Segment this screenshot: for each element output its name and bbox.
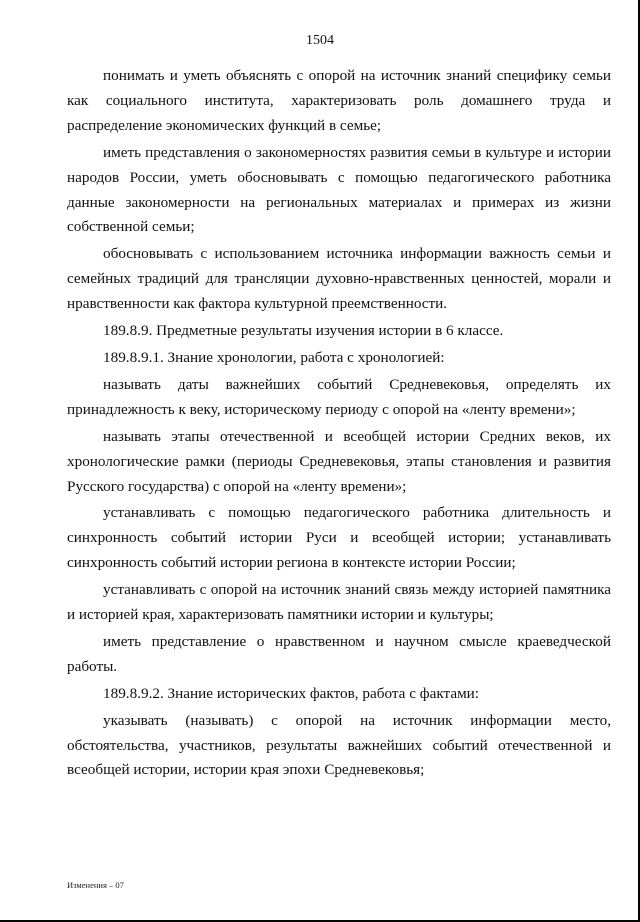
paragraph-monuments: устанавливать с опорой на источник знаний связь между историей памятника и историей края, характеризовать памятники истории и культуры; xyxy=(67,581,611,624)
paragraph-family-patterns: иметь представления о закономерностях развития семьи в культуре и истории народов России, уметь обосновывать с помощью педагогического работника данные закономерности на региональных материалах и примерах из жизни собственной семьи; xyxy=(67,143,611,236)
subsection-heading-189-8-9-2: 189.8.9.2. Знание исторических фактов, работа с фактами: xyxy=(103,684,480,702)
paragraph-name-dates: называть даты важнейших событий Средневековья, определять их принадлежность к веку, историческому периоду с опорой на «ленту времени»; xyxy=(67,375,611,418)
paragraph-family-traditions: обосновывать с использованием источника информации важность семьи и семейных традиций для трансляции духовно-нравственных ценностей, морали и нравственности как фактора культурной преемственности. xyxy=(67,245,611,313)
paragraph-local-history: иметь представление о нравственном и научном смысле краеведческой работы. xyxy=(67,632,611,675)
subsection-heading-189-8-9-1: 189.8.9.1. Знание хронологии, работа с хронологией: xyxy=(103,348,445,366)
section-heading-189-8-9: 189.8.9. Предметные результаты изучения истории в 6 классе. xyxy=(103,322,504,340)
paragraph-historical-facts: указывать (называть) с опорой на источник информации место, обстоятельства, участников, результаты важнейших событий отечественной и всеобщей истории, истории края эпохи Средневековья; xyxy=(67,711,611,779)
paragraph-family-institution: понимать и уметь объяснять с опорой на источник знаний специфику семьи как социального института, характеризовать роль домашнего труда и распределение экономических функций в семье; xyxy=(67,67,611,134)
page-number: 1504 xyxy=(306,33,334,48)
paragraph-synchronicity: устанавливать с помощью педагогического работника длительность и синхронность событий истории Руси и всеобщей истории; устанавливать синхронность событий истории региона в контексте истории России; xyxy=(67,504,611,572)
document-body xyxy=(67,64,611,785)
paragraph-name-stages: называть этапы отечественной и всеобщей истории Средних веков, их хронологические рамки (периоды Средневековья, этапы становления и развития Русского государства) с опорой на «ленту времени»; xyxy=(67,427,611,495)
footer-revision-note: Изменения – 07 xyxy=(67,880,124,890)
